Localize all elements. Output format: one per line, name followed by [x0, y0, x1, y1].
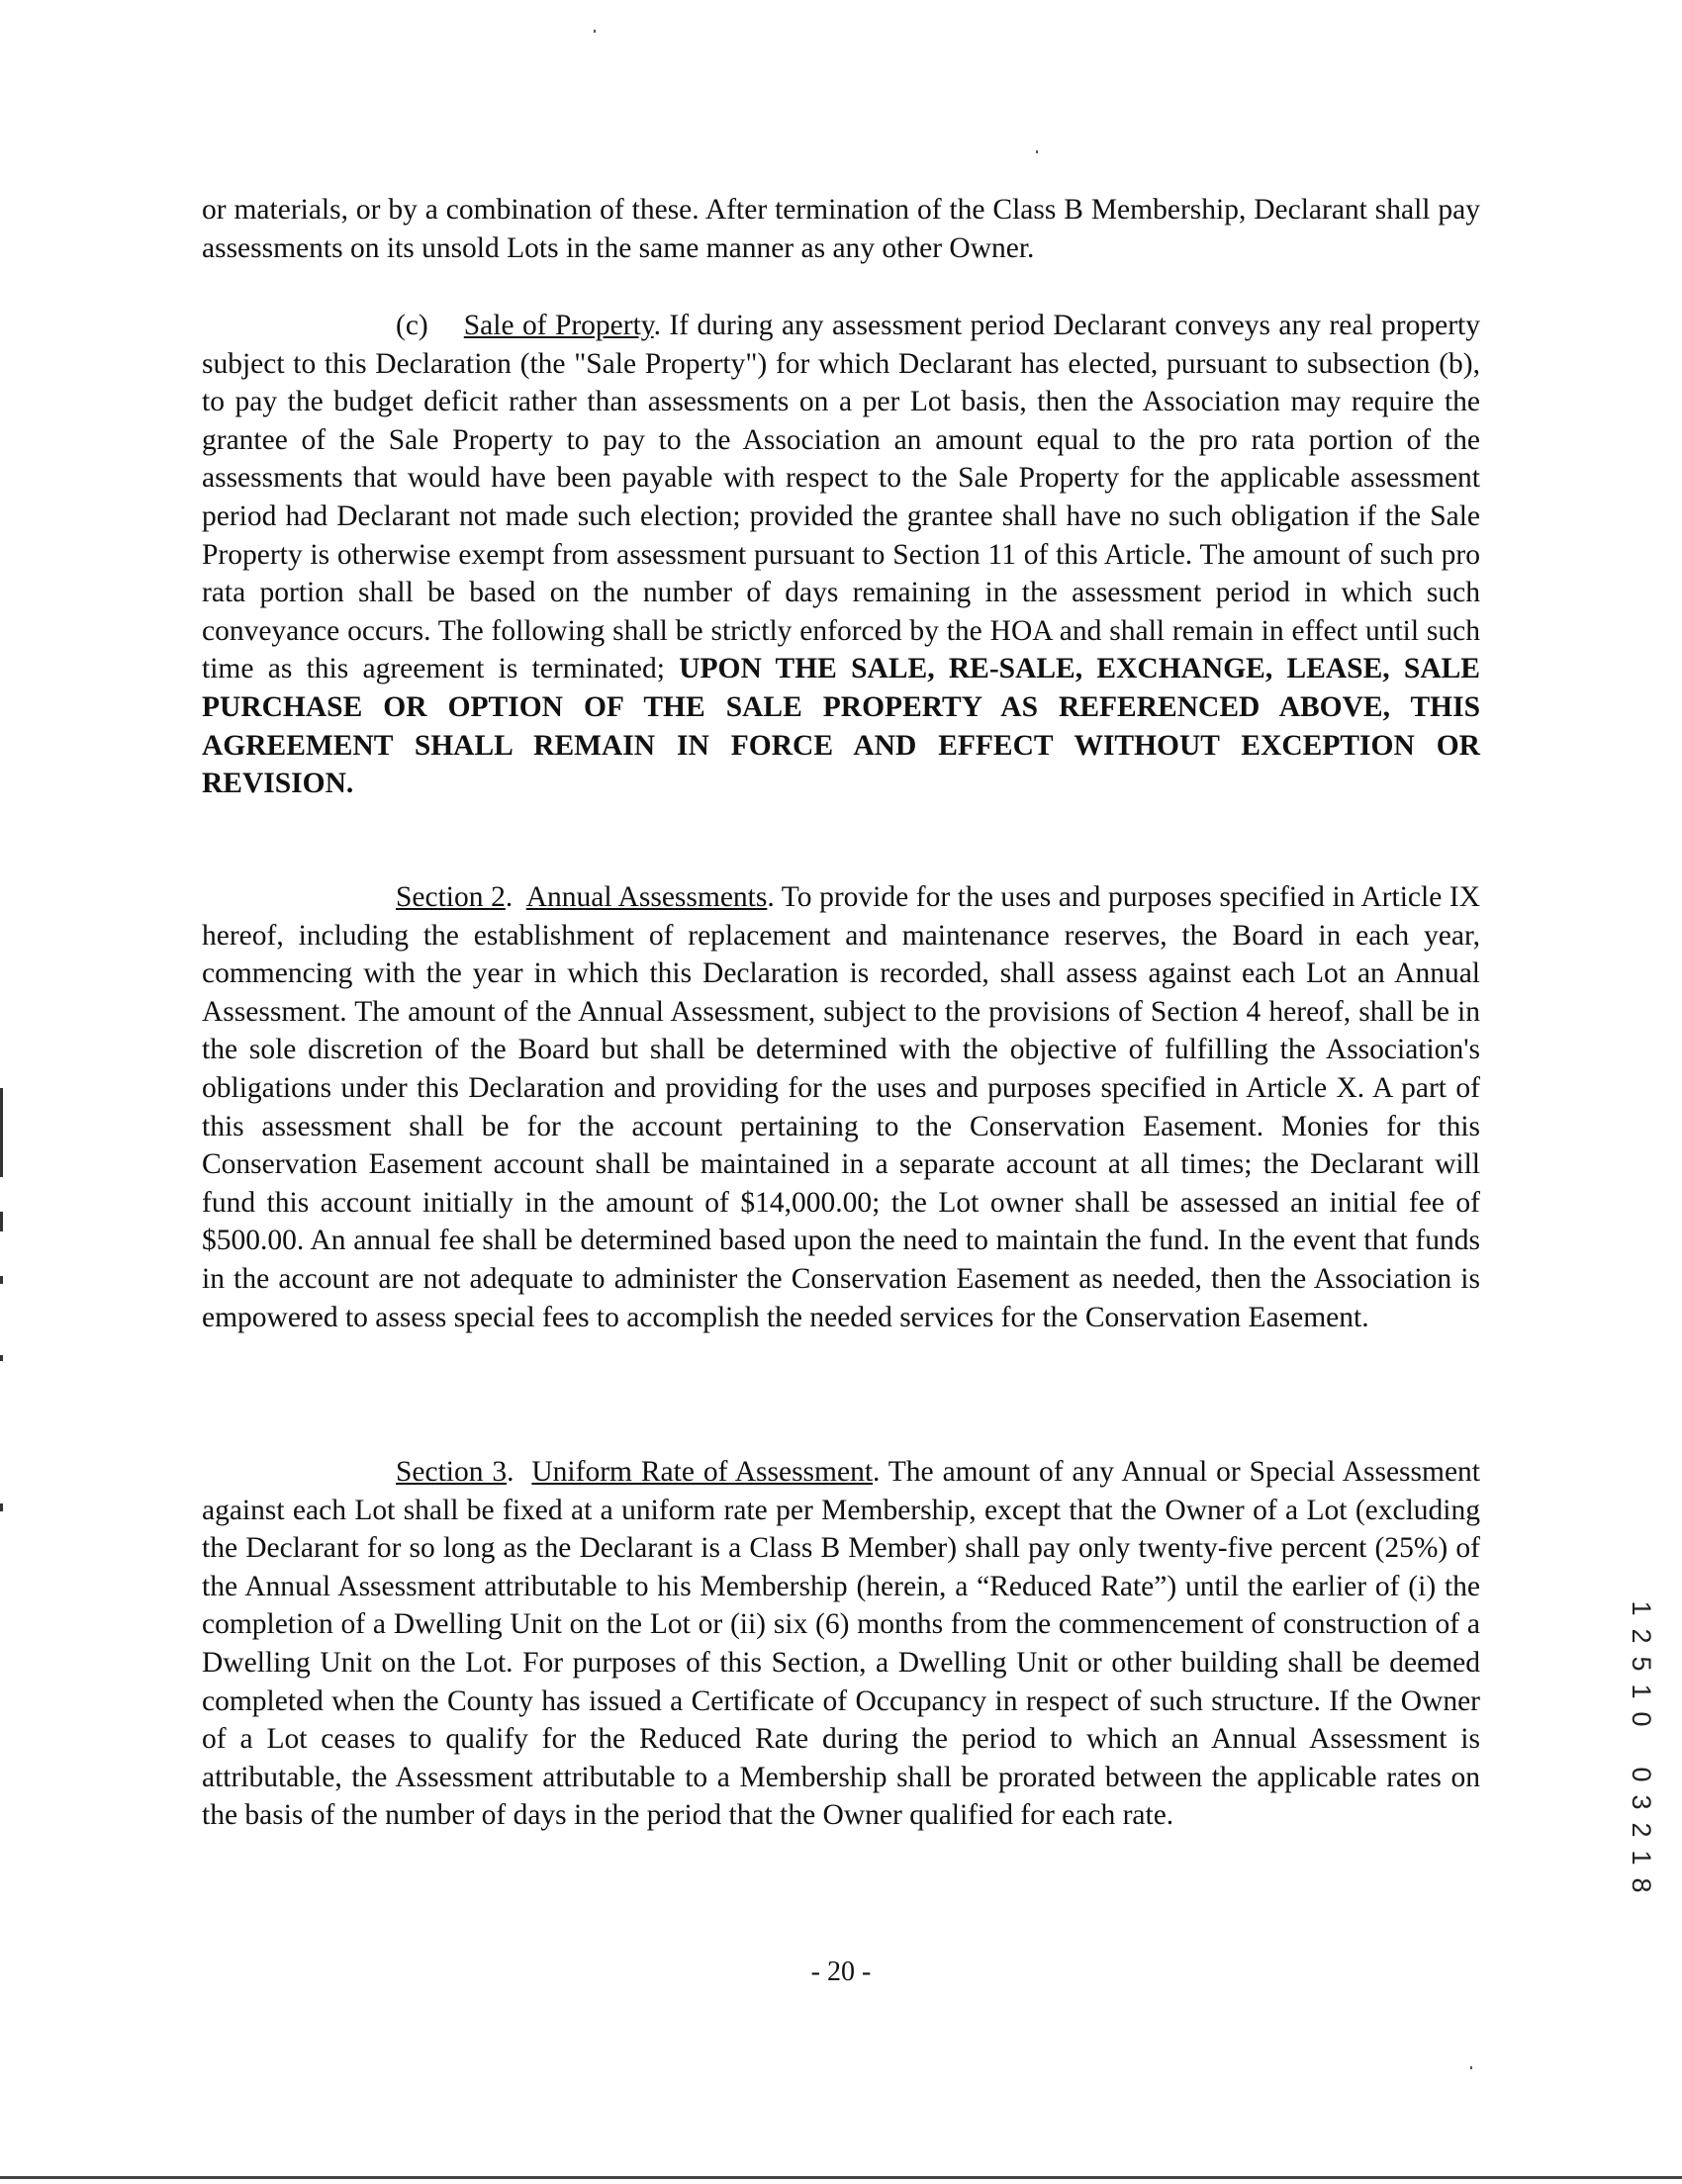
section-label: Section 3 — [396, 1456, 508, 1488]
scan-edge-mark — [0, 1355, 3, 1361]
scan-edge-mark — [0, 1212, 3, 1231]
subsection-heading: Sale of Property — [463, 310, 654, 341]
scan-speck — [1470, 2066, 1472, 2069]
recording-stamp: 1 2 5 1 0 0 3 2 1 8 — [1627, 1600, 1656, 1893]
paragraph-continuation — [202, 191, 1480, 267]
subsection-sale-of-property — [202, 307, 1480, 803]
scan-edge-mark — [0, 1503, 3, 1511]
scan-edge-mark — [0, 1088, 3, 1177]
paragraph-text: or materials, or by a combination of these. After termination of the Class B Membership, Declarant shall pay assessments on its unsold Lots in the same manner as any other Owner. — [202, 194, 1480, 264]
scan-bottom-edge — [0, 2176, 1682, 2179]
section-label: Section 2 — [396, 881, 506, 913]
subsection-body: . If during any assessment period Declarant conveys any real property subject to this Declaration (the "Sale Property") for which Declarant has elected, pursuant to subsection (b), to pay the budget deficit rather than assessments on a per Lot basis, then the Association may require the grantee of the Sale Property to pay to the Association an amount equal to the pro rata portion of the assessments that would have been payable with respect to the Sale Property for the applicable assessment period had Declarant not made such election; provided the grantee shall have no such obligation if the Sale Property is otherwise exempt from assessment pursuant to Section 11 of this Article. The amount of such pro rata portion shall be based on the number of days remaining in the assessment period in which such conveyance occurs. The following shall be strictly enforced by the HOA and shall remain in effect until such time as this agreement is terminated; — [202, 310, 1480, 685]
section-heading: Annual Assessments — [525, 881, 768, 913]
page-number: - 20 - — [810, 1956, 872, 1987]
section-body: . The amount of any Annual or Special Assessment against each Lot shall be fixed at a uniform rate per Membership, except that the Owner of a Lot (excluding the Declarant for so long as the Declarant is a Class B Member) shall pay only twenty-five percent (25%) of the Annual Assessment attributable to his Membership (herein, a “Reduced Rate”) until the earlier of (i) the completion of a Dwelling Unit on the Lot or (ii) six (6) months from the commencement of construction of a Dwelling Unit on the Lot. For purposes of this Section, a Dwelling Unit or other building shall be deemed completed when the County has issued a Certificate of Occupancy in respect of such structure. If the Owner of a Lot ceases to qualify for the Reduced Rate during the period to which an Annual Assessment is attributable, the Assessment attributable to a Membership shall be prorated between the applicable rates on the basis of the number of days in the period that the Owner qualified for each rate. — [202, 1456, 1481, 1832]
section-2-annual-assessments: Section 2. Annual Assessments. To provide for the uses and purposes specified in Article IX hereof, including the establishment of replacement and maintenance reserves, the Board in each year, commencing with the year in which this Declaration is recorded, shall assess against each Lot an Annual Assessment. The amount of the Annual Assessment, subject to the provisions of Section 4 hereof, shall be in the sole discretion of the Board but shall be determined with the objective of fulfilling the Association's obligations under this Declaration and providing for the uses and purposes specified in Article X. A part of this assessment shall be for the account pertaining to the Conservation Easement. Monies for this Conservation Easement account shall be maintained in a separate account at all times; the Declarant will fund this account initially in the amount of $14,000.00; the Lot owner shall be assessed an initial fee of $500.00. An annual fee shall be determined based upon the need to maintain the fund. In the event that funds in the account are not adequate to administer the Conservation Easement as needed, then the Association is empowered to assess special fees to accomplish the needed services for the Conservation Easement. — [202, 881, 1480, 1333]
section-3-uniform-rate: Section 3. Uniform Rate of Assessment. The amount of any Annual or Special Assessment against each Lot shall be fixed at a uniform rate per Membership, except that the Owner of a Lot (excluding the Declarant for so long as the Declarant is a Class B Member) shall pay only twenty-five percent (25%) of the Annual Assessment attributable to his Membership (herein, a “Reduced Rate”) until the earlier of (i) the completion of a Dwelling Unit on the Lot or (ii) six (6) months from the commencement of construction of a Dwelling Unit on the Lot. For purposes of this Section, a Dwelling Unit or other building shall be deemed completed when the County has issued a Certificate of Occupancy in respect of such structure. If the Owner of a Lot ceases to qualify for the Reduced Rate during the period to which an Annual Assessment is attributable, the Assessment attributable to a Membership shall be prorated between the applicable rates on the basis of the number of days in the period that the Owner qualified for each rate. — [202, 1456, 1481, 1832]
subsection-label: (c) — [396, 310, 428, 341]
section-body: . To provide for the uses and purposes specified in Article IX hereof, including the establishment of replacement and maintenance reserves, the Board in each year, commencing with the year in which this Declaration is recorded, shall assess against each Lot an Annual Assessment. The amount of the Annual Assessment, subject to the provisions of Section 4 hereof, shall be in the sole discretion of the Board but shall be determined with the objective of fulfilling the Association's obligations under this Declaration and providing for the uses and purposes specified in Article X. A part of this assessment shall be for the account pertaining to the Conservation Easement. Monies for this Conservation Easement account shall be maintained in a separate account at all times; the Declarant will fund this account initially in the amount of $14,000.00; the Lot owner shall be assessed an initial fee of $500.00. An annual fee shall be determined based upon the need to maintain the fund. In the event that funds in the account are not adequate to administer the Conservation Easement as needed, then the Association is empowered to assess special fees to accomplish the needed services for the Conservation Easement. — [202, 881, 1480, 1333]
scan-speck — [1036, 150, 1038, 153]
scan-edge-mark — [0, 1276, 3, 1284]
scan-speck — [594, 30, 596, 33]
bold-notice: UPON THE SALE, RE-SALE, EXCHANGE, LEASE, SALE PURCHASE OR OPTION OF THE SALE PROPERTY AS REFERENCED ABOVE, THIS AGREEMENT SHALL REMAIN IN FORCE AND EFFECT WITHOUT EXCEPTION OR REVISION. — [202, 653, 1480, 800]
section-heading: Uniform Rate of Assessment — [531, 1456, 874, 1488]
